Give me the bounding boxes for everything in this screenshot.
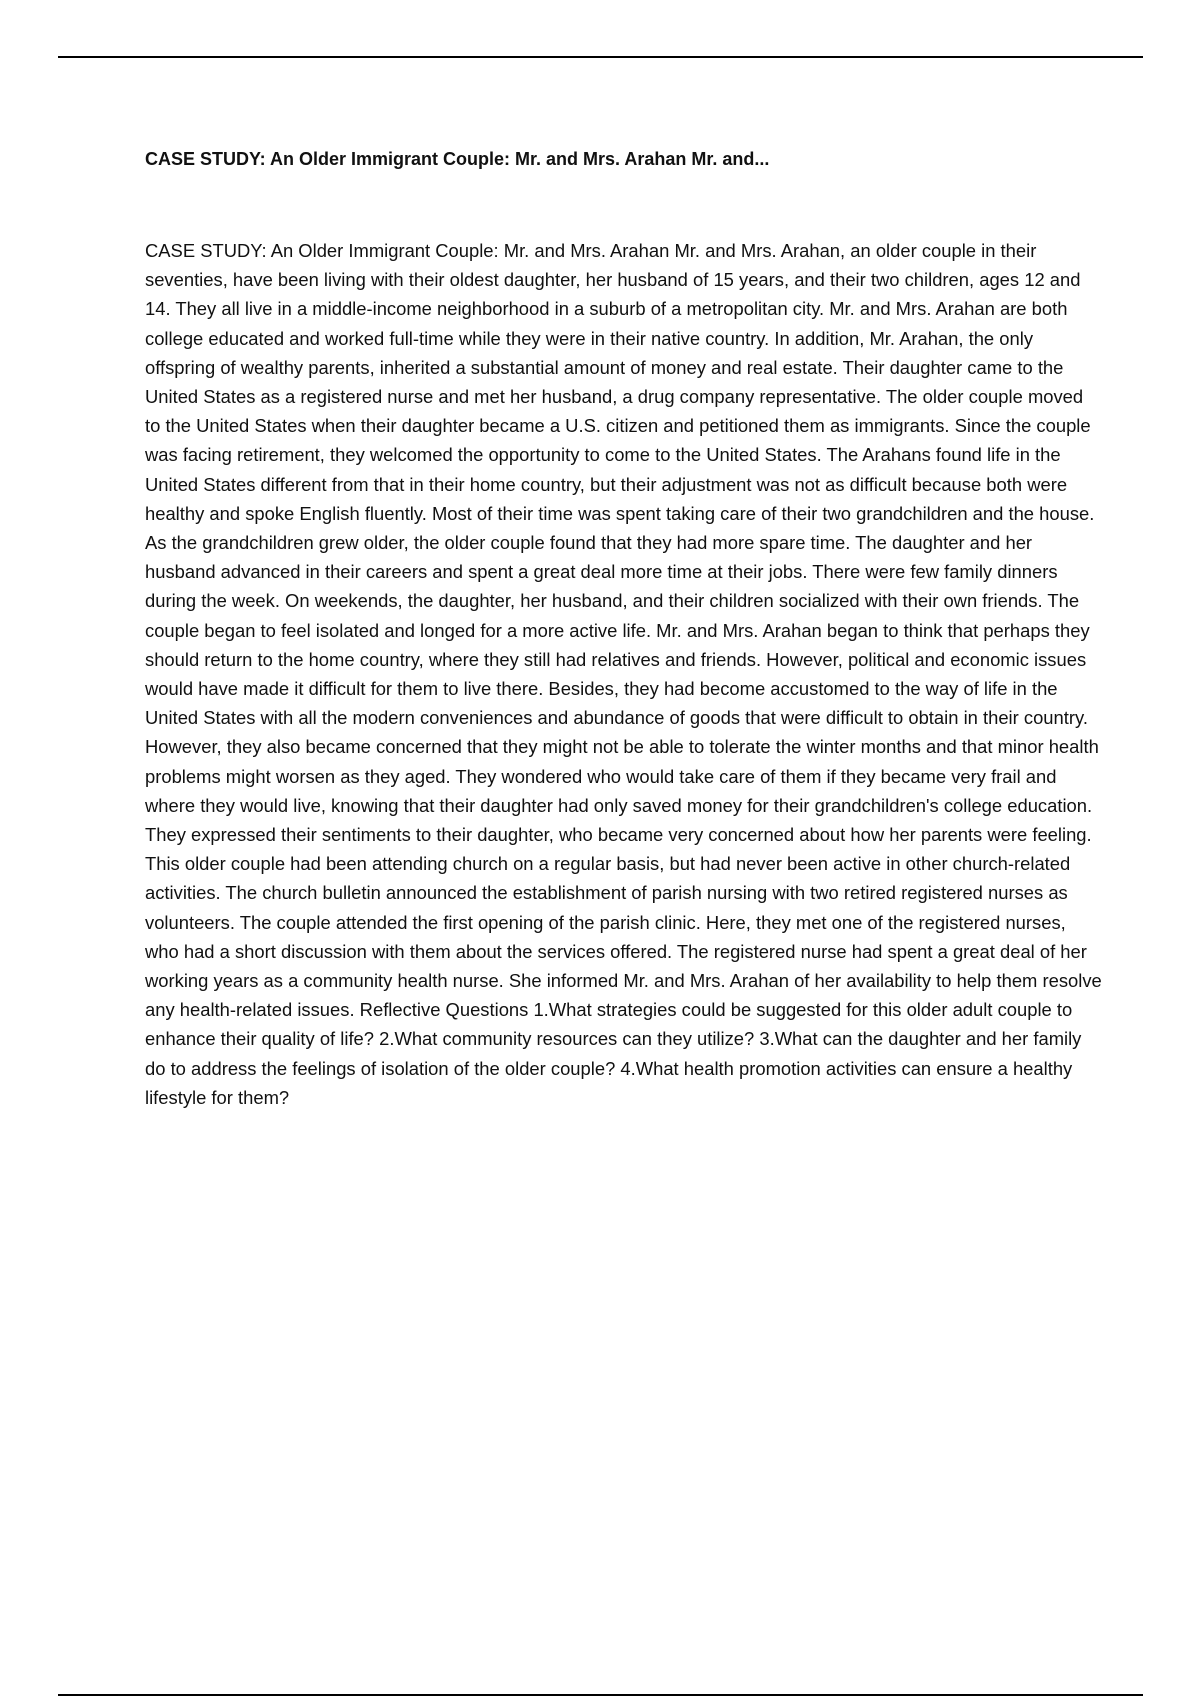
document-title: CASE STUDY: An Older Immigrant Couple: Mr. and Mrs. Arahan Mr. and... xyxy=(145,149,770,169)
top-divider xyxy=(58,56,1143,58)
document-body: CASE STUDY: An Older Immigrant Couple: Mr. and Mrs. Arahan Mr. and Mrs. Arahan, an older couple in their seventies, have been living with their oldest daughter, her husband of 15 years, and their two children, ages 12 and 14. They all live in a middle-income neighborhood in a suburb of a metropolitan city. Mr. and Mrs. Arahan are both college educated and worked full-time while they were in their native country. In addition, Mr. Arahan, the only offspring of wealthy parents, inherited a substantial amount of money and real estate. Their daughter came to the United States as a registered nurse and met her husband, a drug company representative. The older couple moved to the United States when their daughter became a U.S. citizen and petitioned them as immigrants. Since the couple was facing retirement, they welcomed the opportunity to come to the United States. The Arahans found life in the United States different from that in their home country, but their adjustment was not as difficult because both were healthy and spoke English fluently. Most of their time was spent taking care of their two grandchildren and the house. As the grandchildren grew older, the older couple found that they had more spare time. The daughter and her husband advanced in their careers and spent a great deal more time at their jobs. There were few family dinners during the week. On weekends, the daughter, her husband, and their children socialized with their own friends. The couple began to feel isolated and longed for a more active life. Mr. and Mrs. Arahan began to think that perhaps they should return to the home country, where they still had relatives and friends. However, political and economic issues would have made it difficult for them to live there. Besides, they had become accustomed to the way of life in the United States with all the modern conveniences and abundance of goods that were difficult to obtain in their country. However, they also became concerned that they might not be able to tolerate the winter months and that minor health problems might worsen as they aged. They wondered who would take care of them if they became very frail and where they would live, knowing that their daughter had only saved money for their grandchildren's college education. They expressed their sentiments to their daughter, who became very concerned about how her parents were feeling. This older couple had been attending church on a regular basis, but had never been active in other church-related activities. The church bulletin announced the establishment of parish nursing with two retired registered nurses as volunteers. The couple attended the first opening of the parish clinic. Here, they met one of the registered nurses, who had a short discussion with them about the services offered. The registered nurse had spent a great deal of her working years as a community health nurse. She informed Mr. and Mrs. Arahan of her availability to help them resolve any health-related issues. Reflective Questions 1.What strategies could be suggested for this older adult couple to enhance their quality of life? 2.What community resources can they utilize? 3.What can the daughter and her family do to address the feelings of isolation of the older couple? 4.What health promotion activities can ensure a healthy lifestyle for them? xyxy=(145,240,1102,1108)
bottom-divider xyxy=(58,1694,1143,1696)
